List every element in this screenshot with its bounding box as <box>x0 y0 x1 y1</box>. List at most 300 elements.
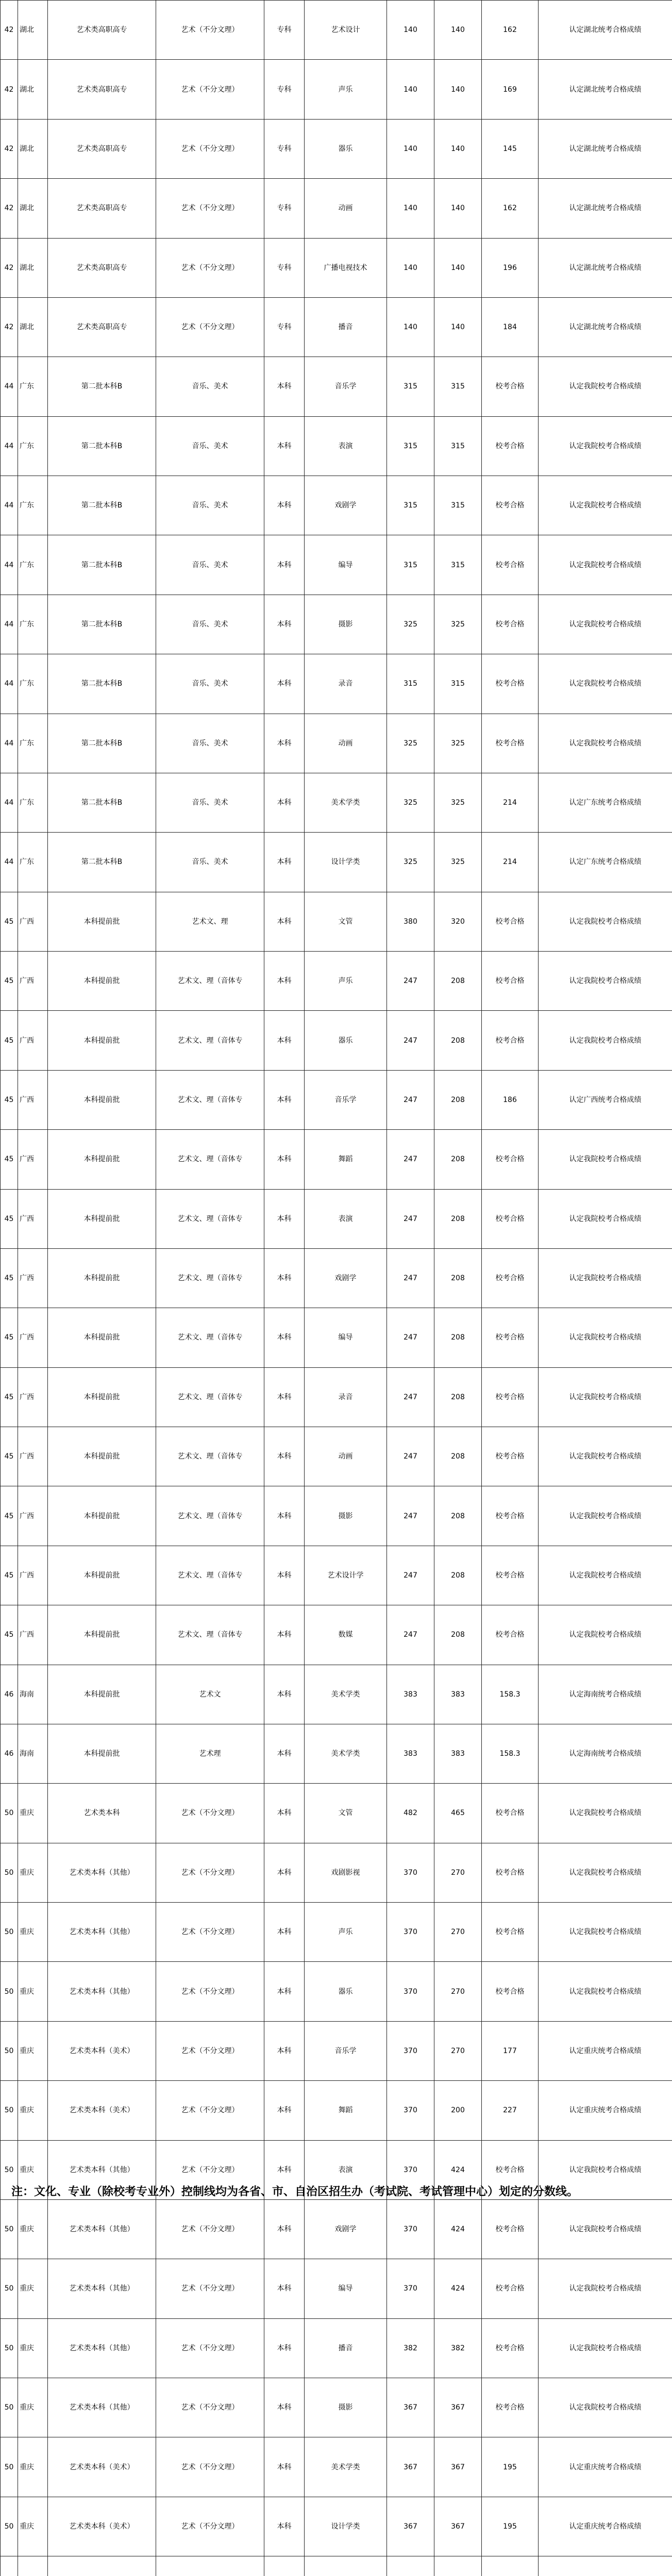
cell-culture-line: 247 <box>387 1248 434 1308</box>
cell-major: 音乐学 <box>305 357 387 416</box>
cell-requirement: 214 <box>482 833 539 892</box>
cell-requirement: 195 <box>482 2437 539 2497</box>
cell-major: 动画 <box>305 179 387 238</box>
cell-major-line: 208 <box>434 1130 482 1189</box>
cell-level: 本科 <box>264 2318 305 2378</box>
cell-category: 艺术文、理（音体专 <box>156 1605 264 1665</box>
table-row <box>1 179 672 238</box>
cell-remark: 认定我院校考合格成绩 <box>539 1486 672 1546</box>
table-row <box>1 1011 672 1070</box>
cell-province: 广西 <box>18 1248 48 1308</box>
cell-category: 艺术（不分文理） <box>156 2199 264 2259</box>
cell-culture-line <box>387 2556 434 2576</box>
cell-province: 广西 <box>18 1427 48 1486</box>
cell-province-code: 44 <box>1 654 18 714</box>
cell-culture-line: 247 <box>387 1546 434 1605</box>
cell-level: 本科 <box>264 2437 305 2497</box>
cell-requirement: 校考合格 <box>482 714 539 773</box>
cell-category: 艺术文、理 <box>156 892 264 951</box>
cell-requirement: 校考合格 <box>482 1367 539 1427</box>
cell-major-line: 315 <box>434 654 482 714</box>
cell-batch: 艺术类高职高专 <box>48 1 156 60</box>
table-row <box>1 2081 672 2140</box>
cell-province-code: 46 <box>1 1724 18 1783</box>
cell-province-code: 42 <box>1 179 18 238</box>
cell-major: 美术学类 <box>305 2437 387 2497</box>
cell-level: 专科 <box>264 119 305 178</box>
cell-culture-line: 370 <box>387 1843 434 1902</box>
cell-level: 本科 <box>264 476 305 535</box>
cell-requirement: 145 <box>482 119 539 178</box>
cell-category: 艺术（不分文理） <box>156 2318 264 2378</box>
cell-remark: 认定我院校考合格成绩 <box>539 357 672 416</box>
cell-category: 音乐、美术 <box>156 773 264 832</box>
cell-culture-line: 325 <box>387 714 434 773</box>
cell-province-code: 50 <box>1 1903 18 1962</box>
cell-level: 本科 <box>264 1011 305 1070</box>
cell-major: 表演 <box>305 416 387 476</box>
cell-requirement: 校考合格 <box>482 1248 539 1308</box>
cell-culture-line: 370 <box>387 2259 434 2318</box>
cell-batch: 艺术类高职高专 <box>48 179 156 238</box>
cell-level: 本科 <box>264 357 305 416</box>
cell-province-code: 45 <box>1 1367 18 1427</box>
cell-remark: 认定我院校考合格成绩 <box>539 654 672 714</box>
cell-category: 艺术文、理（音体专 <box>156 1486 264 1546</box>
cell-major: 美术学类 <box>305 1665 387 1724</box>
cell-culture-line: 383 <box>387 1724 434 1783</box>
cell-remark: 认定重庆统考合格成绩 <box>539 2081 672 2140</box>
cell-major-line: 208 <box>434 1189 482 1248</box>
cell-category: 艺术文、理（音体专 <box>156 1546 264 1605</box>
cell-batch: 本科提前批 <box>48 1724 156 1783</box>
cell-major: 艺术设计 <box>305 1 387 60</box>
cell-category: 音乐、美术 <box>156 416 264 476</box>
cell-province: 广西 <box>18 1130 48 1189</box>
cell-major: 表演 <box>305 1189 387 1248</box>
cell-level: 本科 <box>264 1308 305 1367</box>
cell-requirement: 校考合格 <box>482 2259 539 2318</box>
table-row <box>1 238 672 297</box>
cell-province-code: 42 <box>1 119 18 178</box>
table-row <box>1 1248 672 1308</box>
cell-major: 设计学类 <box>305 833 387 892</box>
cell-province: 重庆 <box>18 1903 48 1962</box>
cell-major-line: 140 <box>434 179 482 238</box>
cell-remark: 认定重庆统考合格成绩 <box>539 2437 672 2497</box>
cell-category: 艺术（不分文理） <box>156 2378 264 2437</box>
table-row <box>1 1308 672 1367</box>
cell-level: 本科 <box>264 1248 305 1308</box>
cell-requirement: 169 <box>482 60 539 119</box>
cell-province-code: 50 <box>1 1843 18 1902</box>
cell-requirement: 162 <box>482 179 539 238</box>
cell-province: 湖北 <box>18 119 48 178</box>
cell-province: 广东 <box>18 416 48 476</box>
cell-category: 艺术理 <box>156 1724 264 1783</box>
cell-province-code: 50 <box>1 2081 18 2140</box>
cell-culture-line: 247 <box>387 1486 434 1546</box>
cell-remark: 认定广东统考合格成绩 <box>539 833 672 892</box>
cell-province-code: 44 <box>1 535 18 595</box>
cell-major: 声乐 <box>305 952 387 1011</box>
cell-requirement: 214 <box>482 773 539 832</box>
cell-remark: 认定湖北统考合格成绩 <box>539 238 672 297</box>
cell-major-line: 315 <box>434 476 482 535</box>
cell-batch: 第二批本科B <box>48 654 156 714</box>
cell-level: 本科 <box>264 1486 305 1546</box>
cell-province-code: 45 <box>1 1130 18 1189</box>
cell-major: 动画 <box>305 714 387 773</box>
cell-major: 表演 <box>305 2140 387 2199</box>
cell-level: 本科 <box>264 1367 305 1427</box>
cell-major: 摄影 <box>305 2378 387 2437</box>
cell-major: 广播电视技术 <box>305 238 387 297</box>
cell-province: 广东 <box>18 595 48 654</box>
cell-major-line: 315 <box>434 416 482 476</box>
cell-remark: 认定我院校考合格成绩 <box>539 1130 672 1189</box>
table-row <box>1 1605 672 1665</box>
cell-province-code: 50 <box>1 2378 18 2437</box>
cell-category: 艺术（不分文理） <box>156 1962 264 2021</box>
cell-major-line: 208 <box>434 1011 482 1070</box>
cell-province-code: 45 <box>1 892 18 951</box>
cell-level: 本科 <box>264 2140 305 2199</box>
cell-province: 湖北 <box>18 60 48 119</box>
cell-level: 本科 <box>264 1962 305 2021</box>
cell-culture-line: 325 <box>387 833 434 892</box>
cell-major-line: 325 <box>434 833 482 892</box>
cell-province-code: 44 <box>1 476 18 535</box>
cell-major: 文管 <box>305 1784 387 1843</box>
cell-remark: 认定我院校考合格成绩 <box>539 1367 672 1427</box>
cell-province: 广西 <box>18 1011 48 1070</box>
cell-category: 艺术（不分文理） <box>156 179 264 238</box>
cell-batch: 艺术类高职高专 <box>48 297 156 357</box>
cell-province-code: 50 <box>1 2259 18 2318</box>
table-row <box>1 2021 672 2080</box>
cell-province-code: 45 <box>1 1427 18 1486</box>
cell-remark: 认定我院校考合格成绩 <box>539 1962 672 2021</box>
cell-batch: 本科提前批 <box>48 1308 156 1367</box>
table-row <box>1 1189 672 1248</box>
cell-major: 录音 <box>305 1367 387 1427</box>
cell-batch: 艺术类本科 <box>48 1784 156 1843</box>
cell-major-line: 208 <box>434 952 482 1011</box>
cell-province-code: 50 <box>1 2140 18 2199</box>
cell-remark: 认定我院校考合格成绩 <box>539 952 672 1011</box>
cell-batch: 本科提前批 <box>48 1665 156 1724</box>
cell-province-code: 42 <box>1 238 18 297</box>
cell-remark: 认定重庆统考合格成绩 <box>539 2497 672 2556</box>
cell-major-line: 367 <box>434 2378 482 2437</box>
cell-major: 戏剧影视 <box>305 1843 387 1902</box>
cell-level: 本科 <box>264 654 305 714</box>
cell-province: 广西 <box>18 1486 48 1546</box>
cell-requirement: 校考合格 <box>482 416 539 476</box>
cell-remark: 认定我院校考合格成绩 <box>539 1308 672 1367</box>
cell-major: 数媒 <box>305 1605 387 1665</box>
cell-requirement: 校考合格 <box>482 2378 539 2437</box>
cell-batch: 艺术类本科（其他） <box>48 1843 156 1902</box>
cell-culture-line: 140 <box>387 1 434 60</box>
cell-level: 本科 <box>264 416 305 476</box>
cell-batch: 第二批本科B <box>48 833 156 892</box>
cell-requirement: 校考合格 <box>482 1011 539 1070</box>
footnote: 注：文化、专业（除校考专业外）控制线均为各省、市、自治区招生办（考试院、考试管理中心）划定的分数线。 <box>0 2173 672 2208</box>
cell-batch: 艺术类高职高专 <box>48 238 156 297</box>
cell-remark: 认定我院校考合格成绩 <box>539 1011 672 1070</box>
table-row <box>1 2259 672 2318</box>
cell-level: 专科 <box>264 60 305 119</box>
table-row <box>1 714 672 773</box>
cell-remark: 认定我院校考合格成绩 <box>539 535 672 595</box>
cell-major-line: 208 <box>434 1546 482 1605</box>
cell-culture-line: 367 <box>387 2437 434 2497</box>
cell-category: 艺术文、理（音体专 <box>156 1427 264 1486</box>
cell-province: 广西 <box>18 1605 48 1665</box>
cell-major-line: 367 <box>434 2497 482 2556</box>
cell-category: 音乐、美术 <box>156 535 264 595</box>
cell-requirement: 校考合格 <box>482 952 539 1011</box>
cell-culture-line: 247 <box>387 952 434 1011</box>
cell-major: 编导 <box>305 2259 387 2318</box>
cell-batch: 第二批本科B <box>48 535 156 595</box>
cell-requirement: 162 <box>482 1 539 60</box>
cell-batch: 艺术类本科（美术） <box>48 2081 156 2140</box>
cell-culture-line: 315 <box>387 416 434 476</box>
cell-province-code <box>1 2556 18 2576</box>
cell-requirement: 校考合格 <box>482 1189 539 1248</box>
cell-major-line: 424 <box>434 2199 482 2259</box>
cell-province: 广东 <box>18 654 48 714</box>
cell-category: 艺术（不分文理） <box>156 2140 264 2199</box>
cell-major-line: 465 <box>434 1784 482 1843</box>
cell-province <box>18 2556 48 2576</box>
cell-batch: 艺术类本科（美术） <box>48 2021 156 2080</box>
cell-remark: 认定海南统考合格成绩 <box>539 1665 672 1724</box>
cell-culture-line: 370 <box>387 2021 434 2080</box>
cell-remark: 认定湖北统考合格成绩 <box>539 1 672 60</box>
cell-province: 湖北 <box>18 297 48 357</box>
cell-major: 文管 <box>305 892 387 951</box>
table-row <box>1 1367 672 1427</box>
table-row <box>1 119 672 178</box>
cell-major-line: 382 <box>434 2318 482 2378</box>
cell-major-line: 208 <box>434 1367 482 1427</box>
cell-major: 录音 <box>305 654 387 714</box>
cell-major: 摄影 <box>305 595 387 654</box>
cell-remark: 认定重庆统考合格成绩 <box>539 2021 672 2080</box>
cell-province-code: 44 <box>1 357 18 416</box>
cell-province: 广西 <box>18 952 48 1011</box>
cell-remark: 认定我院校考合格成绩 <box>539 2378 672 2437</box>
cell-major-line: 140 <box>434 60 482 119</box>
cell-major-line: 270 <box>434 2021 482 2080</box>
cell-province: 广西 <box>18 1546 48 1605</box>
cell-province-code: 50 <box>1 1962 18 2021</box>
cell-requirement: 校考合格 <box>482 1903 539 1962</box>
table-row <box>1 1843 672 1902</box>
cell-province: 海南 <box>18 1724 48 1783</box>
cell-level: 本科 <box>264 2081 305 2140</box>
cell-province: 重庆 <box>18 2259 48 2318</box>
cell-major-line: 140 <box>434 238 482 297</box>
cell-category: 艺术文、理（音体专 <box>156 1308 264 1367</box>
table-row <box>1 833 672 892</box>
cell-level: 本科 <box>264 1724 305 1783</box>
cell-major-line: 208 <box>434 1427 482 1486</box>
cell-major: 播音 <box>305 297 387 357</box>
cell-batch <box>48 2556 156 2576</box>
cell-remark: 认定我院校考合格成绩 <box>539 1784 672 1843</box>
cell-requirement: 校考合格 <box>482 357 539 416</box>
cell-major-line: 208 <box>434 1248 482 1308</box>
table-row <box>1 1903 672 1962</box>
cell-level: 本科 <box>264 1427 305 1486</box>
cell-requirement: 校考合格 <box>482 1308 539 1367</box>
cell-category: 艺术文 <box>156 1665 264 1724</box>
cell-major-line: 320 <box>434 892 482 951</box>
cell-province: 广西 <box>18 1070 48 1129</box>
cell-batch: 艺术类本科（美术） <box>48 2497 156 2556</box>
cell-level: 专科 <box>264 297 305 357</box>
table-row <box>1 1130 672 1189</box>
cell-level: 专科 <box>264 238 305 297</box>
cell-level: 本科 <box>264 1189 305 1248</box>
cell-requirement: 校考合格 <box>482 1427 539 1486</box>
table-row <box>1 1486 672 1546</box>
cell-requirement: 195 <box>482 2497 539 2556</box>
cell-requirement: 校考合格 <box>482 1843 539 1902</box>
cell-batch: 艺术类本科（其他） <box>48 2199 156 2259</box>
table-row <box>1 1784 672 1843</box>
cell-remark: 认定我院校考合格成绩 <box>539 1546 672 1605</box>
cell-requirement: 校考合格 <box>482 654 539 714</box>
cell-requirement: 校考合格 <box>482 2140 539 2199</box>
table-row <box>1 892 672 951</box>
cell-culture-line: 325 <box>387 773 434 832</box>
cell-remark: 认定我院校考合格成绩 <box>539 1903 672 1962</box>
cell-culture-line: 370 <box>387 2081 434 2140</box>
table-row <box>1 952 672 1011</box>
cell-requirement: 校考合格 <box>482 1130 539 1189</box>
cell-category: 艺术文、理（音体专 <box>156 952 264 1011</box>
cell-major: 摄影 <box>305 1486 387 1546</box>
cell-province: 广西 <box>18 892 48 951</box>
cell-major-line: 200 <box>434 2081 482 2140</box>
table-row <box>1 2199 672 2259</box>
table-row <box>1 357 672 416</box>
cell-remark: 认定我院校考合格成绩 <box>539 2259 672 2318</box>
cell-province: 广东 <box>18 357 48 416</box>
cell-batch: 本科提前批 <box>48 1011 156 1070</box>
cell-province: 重庆 <box>18 2378 48 2437</box>
table-row <box>1 1665 672 1724</box>
cell-batch: 本科提前批 <box>48 1427 156 1486</box>
cell-level <box>264 2556 305 2576</box>
cell-remark: 认定湖北统考合格成绩 <box>539 179 672 238</box>
cell-level: 本科 <box>264 1070 305 1129</box>
cell-province: 重庆 <box>18 2140 48 2199</box>
table-row <box>1 2497 672 2556</box>
cell-major: 戏剧学 <box>305 1248 387 1308</box>
cell-major-line: 208 <box>434 1486 482 1546</box>
cell-category: 艺术文、理（音体专 <box>156 1130 264 1189</box>
cell-batch: 第二批本科B <box>48 476 156 535</box>
cell-major-line: 315 <box>434 535 482 595</box>
cell-category: 艺术文、理（音体专 <box>156 1011 264 1070</box>
cell-province-code: 45 <box>1 1189 18 1248</box>
cell-province-code: 50 <box>1 2497 18 2556</box>
table-row <box>1 416 672 476</box>
cell-level: 本科 <box>264 1130 305 1189</box>
table-row <box>1 1546 672 1605</box>
cell-batch: 艺术类本科（其他） <box>48 1903 156 1962</box>
cell-batch: 艺术类本科（其他） <box>48 2259 156 2318</box>
cell-culture-line: 315 <box>387 654 434 714</box>
cell-culture-line: 370 <box>387 1903 434 1962</box>
cell-level: 本科 <box>264 2259 305 2318</box>
cell-remark: 认定我院校考合格成绩 <box>539 595 672 654</box>
cell-major: 设计学类 <box>305 2497 387 2556</box>
cell-level: 专科 <box>264 1 305 60</box>
cell-category: 艺术（不分文理） <box>156 2497 264 2556</box>
cell-province: 广西 <box>18 1308 48 1367</box>
cell-category: 艺术（不分文理） <box>156 119 264 178</box>
cell-batch: 艺术类本科（其他） <box>48 2140 156 2199</box>
cell-major-line: 208 <box>434 1308 482 1367</box>
cell-batch: 本科提前批 <box>48 1070 156 1129</box>
cell-major-line: 140 <box>434 297 482 357</box>
cell-major: 编导 <box>305 535 387 595</box>
cell-culture-line: 247 <box>387 1011 434 1070</box>
table-row <box>1 2556 672 2576</box>
cell-culture-line: 315 <box>387 357 434 416</box>
cell-category: 艺术（不分文理） <box>156 2259 264 2318</box>
cell-province: 广东 <box>18 833 48 892</box>
cell-level: 本科 <box>264 2378 305 2437</box>
cell-province-code: 45 <box>1 1248 18 1308</box>
cell-category: 艺术（不分文理） <box>156 297 264 357</box>
cell-major-line: 270 <box>434 1843 482 1902</box>
table-row <box>1 595 672 654</box>
table-row <box>1 2437 672 2497</box>
cell-culture-line: 247 <box>387 1130 434 1189</box>
cell-batch: 第二批本科B <box>48 595 156 654</box>
cell-requirement: 186 <box>482 1070 539 1129</box>
cell-culture-line: 247 <box>387 1189 434 1248</box>
cell-remark: 认定湖北统考合格成绩 <box>539 60 672 119</box>
cell-culture-line: 482 <box>387 1784 434 1843</box>
cell-requirement: 校考合格 <box>482 1486 539 1546</box>
cell-province: 重庆 <box>18 2437 48 2497</box>
cell-remark: 认定我院校考合格成绩 <box>539 892 672 951</box>
table-row <box>1 2378 672 2437</box>
cell-batch: 本科提前批 <box>48 952 156 1011</box>
cell-province: 广东 <box>18 535 48 595</box>
cell-major: 器乐 <box>305 1962 387 2021</box>
cell-major-line: 383 <box>434 1724 482 1783</box>
cell-level: 本科 <box>264 2199 305 2259</box>
cell-batch: 本科提前批 <box>48 892 156 951</box>
cell-requirement: 校考合格 <box>482 595 539 654</box>
cell-major: 编导 <box>305 1308 387 1367</box>
cell-major-line: 325 <box>434 714 482 773</box>
cell-category: 艺术（不分文理） <box>156 60 264 119</box>
cell-batch: 本科提前批 <box>48 1189 156 1248</box>
cell-major <box>305 2556 387 2576</box>
